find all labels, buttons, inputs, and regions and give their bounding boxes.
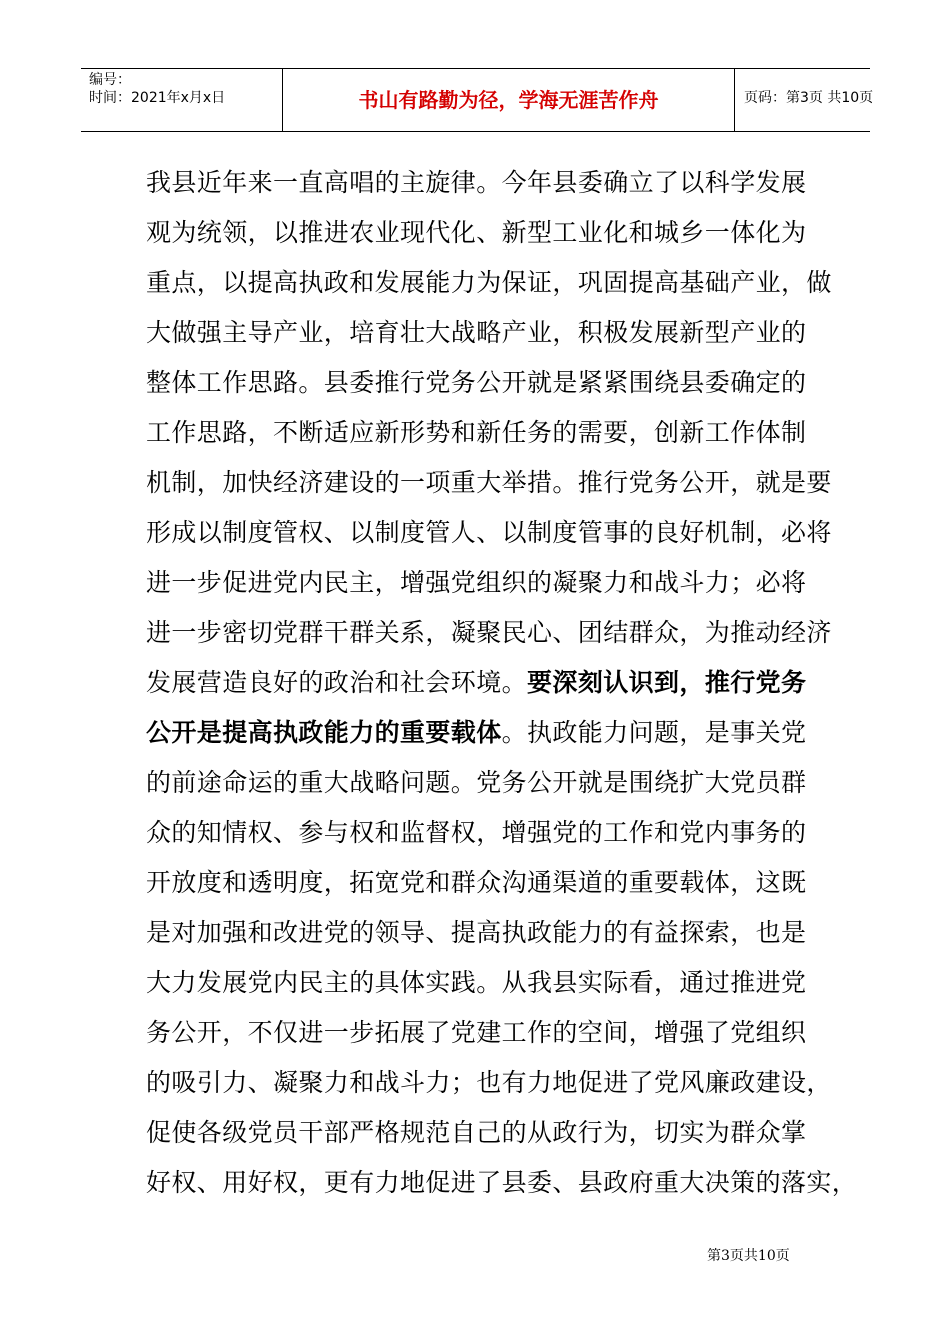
body-line: 重点，以提高执政和发展能力为保证，巩固提高基础产业，做 <box>146 268 832 297</box>
body-text <box>146 158 858 1208</box>
body-line: 大力发展党内民主的具体实践。从我县实际看，通过推进党 <box>146 968 807 997</box>
header-pager-cell <box>734 69 874 131</box>
header-motto-cell <box>282 69 735 131</box>
body-line: 务公开，不仅进一步拓展了党建工作的空间，增强了党组织 <box>146 1018 807 1047</box>
body-line: 开放度和透明度，拓宽党和群众沟通渠道的重要载体，这既 <box>146 868 807 897</box>
body-line: 形成以制度管权、以制度管人、以制度管事的良好机制，必将 <box>146 518 832 547</box>
body-line: 促使各级党员干部严格规范自己的从政行为，切实为群众掌 <box>146 1118 807 1147</box>
body-text-normal: 。执政能力问题，是事关党 <box>501 718 807 747</box>
body-line: 的吸引力、凝聚力和战斗力；也有力地促进了党风廉政建设， <box>146 1068 832 1097</box>
body-line: 是对加强和改进党的领导、提高执政能力的有益探索，也是 <box>146 918 807 947</box>
footer-page-number: 第3页共10页 <box>707 1248 790 1264</box>
page-header <box>81 68 874 132</box>
header-motto: 书山有路勤为径，学海无涯苦作舟 <box>358 88 659 112</box>
document-date: 时间：2021年x月x日 <box>89 90 226 106</box>
body-line: 整体工作思路。县委推行党务公开就是紧紧围绕县委确定的 <box>146 368 807 397</box>
body-line: 机制，加快经济建设的一项重大举措。推行党务公开，就是要 <box>146 468 832 497</box>
body-line: 大做强主导产业，培育壮大战略产业，积极发展新型产业的 <box>146 318 807 347</box>
body-line: 工作思路，不断适应新形势和新任务的需要，创新工作体制 <box>146 418 807 447</box>
document-number: 编号： <box>89 72 131 88</box>
body-line-mixed <box>146 658 816 708</box>
body-line: 我县近年来一直高唱的主旋律。今年县委确立了以科学发展 <box>146 168 807 197</box>
body-line: 进一步促进党内民主，增强党组织的凝聚力和战斗力；必将 <box>146 568 807 597</box>
body-line: 的前途命运的重大战略问题。党务公开就是围绕扩大党员群 <box>146 768 807 797</box>
body-text-normal: 发展营造良好的政治和社会环境。 <box>146 668 528 697</box>
body-line-mixed <box>146 708 816 758</box>
body-line: 进一步密切党群干群关系，凝聚民心、团结群众，为推动经济 <box>146 618 832 647</box>
body-line: 观为统领，以推进农业现代化、新型工业化和城乡一体化为 <box>146 218 807 247</box>
body-line: 好权、用好权，更有力地促进了县委、县政府重大决策的落实， <box>146 1168 858 1197</box>
header-page-number: 页码：第3页 共10页 <box>744 90 874 106</box>
header-meta <box>81 69 281 131</box>
body-line: 众的知情权、参与权和监督权，增强党的工作和党内事务的 <box>146 818 807 847</box>
emphasis-text: 要深刻认识到，推行党务 <box>527 668 807 697</box>
emphasis-text: 公开是提高执政能力的重要载体 <box>146 718 502 747</box>
